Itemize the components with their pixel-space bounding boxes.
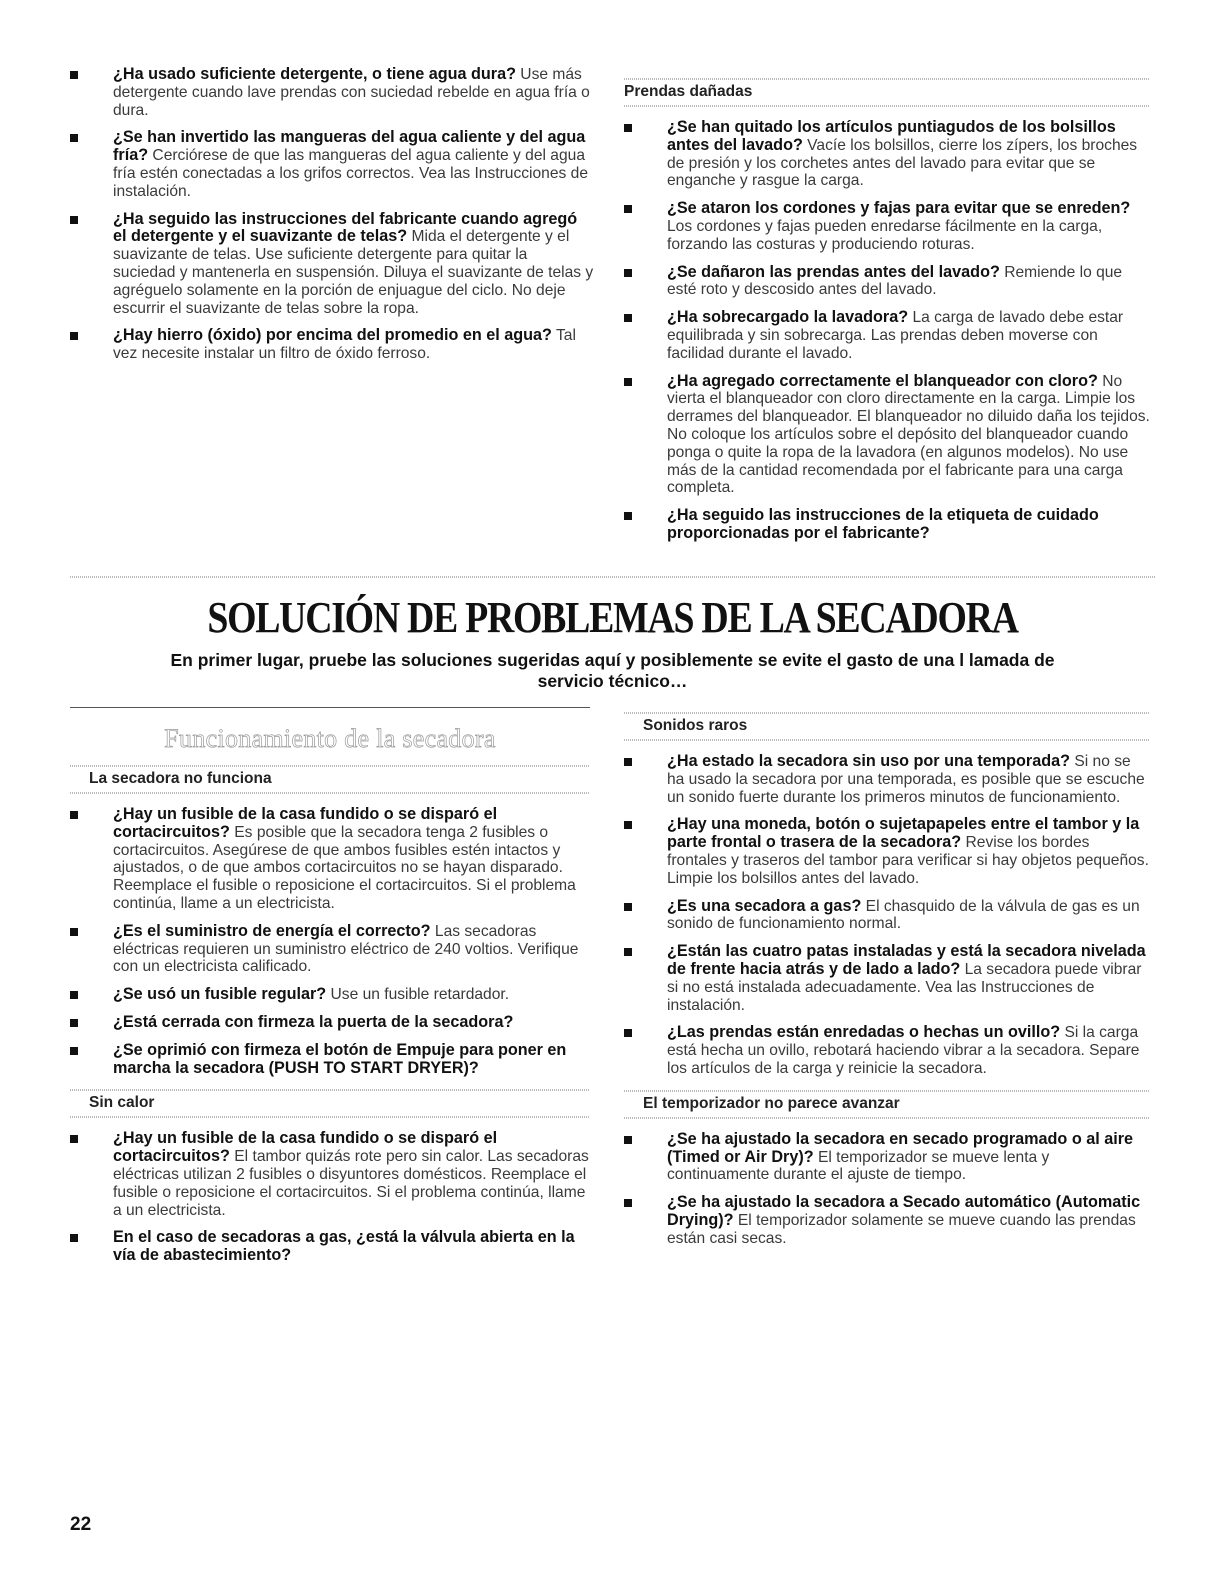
answer-text: El temporizador solamente se mueve cuando las prendas están casi secas. xyxy=(667,1211,1136,1247)
answer-text: Las secadoras eléctricas requieren un suministro eléctrico de 240 voltios. Verifique con un electricista calificado. xyxy=(113,922,579,976)
question-text: ¿Se ataron los cordones y fajas para evitar que se enreden? xyxy=(667,199,1131,218)
sonidos-list xyxy=(624,753,1150,1078)
temporizador-list xyxy=(624,1131,1150,1248)
question-text: ¿Ha estado la secadora sin uso por una temporada? xyxy=(667,752,1070,770)
section-heading: Funcionamiento de la secadora xyxy=(164,724,496,753)
list-item xyxy=(624,200,1150,253)
list-item xyxy=(624,373,1150,498)
answer-text: La carga de lavado debe estar equilibrada y sin sobrecarga. Las prendas deben moverse con facilidad durante el lavado. xyxy=(667,309,1124,362)
question-text: ¿Las prendas están enredadas o hechas un ovillo? xyxy=(667,1023,1061,1042)
question-text: ¿Hay un fusible de la casa fundido o se disparó el cortacircuitos? xyxy=(113,805,498,841)
answer-text: Revise los bordes frontales y traseros del tambor para verificar si hay objetos pequeños. Limpie los bolsillos antes del lavado. xyxy=(667,834,1149,887)
page-number: 22 xyxy=(70,1514,92,1535)
question-text: ¿Ha seguido las instrucciones de la etiqueta de cuidado proporcionadas por el fabricante? xyxy=(667,506,1099,542)
question-text: ¿Hay hierro (óxido) por encima del promedio en el agua? xyxy=(113,326,552,345)
question-text: ¿Están las cuatro patas instaladas y está la secadora nivelada de frente hacia atrás y de lado a lado? xyxy=(667,942,1146,978)
answer-text: Si no se ha usado la secadora por una temporada, es posible que se escuche un sonido fuerte durante los primeros minutos de funcionamiento. xyxy=(667,753,1145,806)
list-item xyxy=(624,1131,1150,1184)
page-title: SOLUCIÓN DE PROBLEMAS DE LA SECADORA xyxy=(207,593,1018,642)
top-left-list xyxy=(70,66,594,363)
list-item xyxy=(624,264,1150,300)
list-item xyxy=(70,1229,590,1265)
question-text: ¿Se han quitado los artículos puntiagudos de los bolsillos antes del lavado? xyxy=(667,118,1116,154)
question-text: ¿Se ha ajustado la secadora a Secado automático (Automatic Drying)? xyxy=(667,1193,1141,1229)
question-text: ¿Se oprimió con firmeza el botón de Empuje para poner en marcha la secadora (PUSH TO START DRYER)? xyxy=(113,1040,567,1077)
answer-text: Cerciórese de que las mangueras del agua caliente y del agua fría estén conectadas a los grifos correctos. Vea las Instrucciones de instalación. xyxy=(113,147,588,200)
sounds-section xyxy=(624,712,1150,1258)
question-text: ¿Se usó un fusible regular? xyxy=(113,985,327,1004)
list-item xyxy=(70,327,594,363)
question-text: ¿Se dañaron las prendas antes del lavado? xyxy=(667,262,1000,281)
top-left-column xyxy=(70,66,594,373)
question-text: ¿Ha agregado correctamente el blanqueador con cloro? xyxy=(667,371,1098,390)
list-item xyxy=(70,129,594,200)
answer-text: Mida el detergente y el suavizante de telas. Use suficiente detergente para quitar la suciedad y mantenerla en suspensión. Diluya el suavizante de telas y agréguelo solamente en la porción de enjuague del ciclo. No deje escurrir el suavizante de telas sobre la ropa. xyxy=(113,228,594,317)
sonidos-heading: Sonidos raros xyxy=(624,712,1150,741)
answer-text: Tal vez necesite instalar un filtro de óxido ferroso. xyxy=(113,327,576,363)
question-text: En el caso de secadoras a gas, ¿está la válvula abierta en la vía de abastecimiento? xyxy=(113,1228,575,1265)
answer-text: El chasquido de la válvula de gas es un sonido de funcionamiento normal. xyxy=(667,897,1140,933)
question-text: ¿Está cerrada con firmeza la puerta de la secadora? xyxy=(113,1012,514,1031)
answer-text: Es posible que la secadora tenga 2 fusibles o cortacircuitos. Asegúrese de que ambos fusibles estén intactos y ajustados, o de que ambos cortacircuitos no se hayan disparado. Reemplace el fusible o reposicione el cortacircuitos. Si el problema continúa, llame a un electricista. xyxy=(113,823,576,912)
dryer-not-working-section xyxy=(70,765,590,1275)
question-text: ¿Hay una moneda, botón o sujetapapeles entre el tambor y la parte frontal o trasera de la secadora? xyxy=(667,815,1140,852)
answer-text: El temporizador se mueve lenta y continuamente durante el ajuste de tiempo. xyxy=(667,1148,1050,1184)
damaged-list xyxy=(624,119,1150,543)
question-text: ¿Ha seguido las instrucciones del fabricante cuando agregó el detergente y el suavizante de telas? xyxy=(113,209,578,246)
question-text: ¿Es el suministro de energía el correcto? xyxy=(113,921,431,940)
list-item xyxy=(624,898,1150,934)
list-item xyxy=(70,806,590,913)
list-item xyxy=(624,507,1150,543)
question-text: ¿Se ha ajustado la secadora en secado programado o al aire (Timed or Air Dry)? xyxy=(667,1129,1134,1166)
question-text: ¿Se han invertido las mangueras del agua caliente y del agua fría? xyxy=(113,128,586,165)
sin-calor-heading: Sin calor xyxy=(70,1089,590,1118)
damaged-section xyxy=(624,78,1150,553)
answer-text: El tambor quizás rote pero sin calor. Las secadoras eléctricas utilizan 2 fusibles o disyuntores domésticos. Reemplace el fusible o reposicione el cortacircuitos. Si el problema continúa, llame a un electricista. xyxy=(113,1148,589,1219)
list-item xyxy=(70,1130,590,1219)
answer-text: Vacíe los bolsillos, cierre los zípers, los broches de presión y los corchetes antes del lavado para evitar que se enganche y rasgue la carga. xyxy=(667,136,1138,190)
answer-text: Remiende lo que esté roto y descosido antes del lavado. xyxy=(667,263,1123,299)
list-item xyxy=(70,211,594,318)
question-text: ¿Ha usado suficiente detergente, o tiene agua dura? xyxy=(113,65,516,83)
question-text: ¿Es una secadora a gas? xyxy=(667,896,862,915)
no-funciona-heading: La secadora no funciona xyxy=(70,765,590,794)
answer-text: La secadora puede vibrar si no está instalada adecuadamente. Vea las Instrucciones de instalación. xyxy=(667,960,1142,1014)
answer-text: Si la carga está hecha un ovillo, rebotará haciendo vibrar a la secadora. Separe los artículos de la carga y reinicie la secadora. xyxy=(667,1024,1140,1077)
sin-calor-list xyxy=(70,1130,590,1265)
answer-text: No vierta el blanqueador con cloro directamente en la carga. Limpie los derrames del blanqueador. El blanqueador no diluido daña los tejidos. No coloque los artículos sobre el depósito del blanqueador cuando ponga o quite la ropa de la lavadora (en algunos modelos). No use más de la cantidad recomendada por el fabricante para una carga completa. xyxy=(667,372,1150,497)
list-item xyxy=(70,1014,590,1032)
list-item xyxy=(624,753,1150,806)
answer-text: Los cordones y fajas pueden enredarse fácilmente en la carga, forzando las costuras y produciendo roturas. xyxy=(667,217,1103,253)
damaged-heading: Prendas dañadas xyxy=(624,78,1150,107)
no-funciona-list xyxy=(70,806,590,1077)
temporizador-heading: El temporizador no parece avanzar xyxy=(624,1090,1150,1119)
list-item xyxy=(624,816,1150,887)
list-item xyxy=(70,986,590,1004)
list-item xyxy=(70,1042,590,1078)
question-text: ¿Hay un fusible de la casa fundido o se disparó el cortacircuitos? xyxy=(113,1129,498,1166)
question-text: ¿Ha sobrecargado la lavadora? xyxy=(667,308,909,327)
intro-text: En primer lugar, pruebe las soluciones sugeridas aquí y posiblemente se evite el gasto de una l lamada de servicio técnico… xyxy=(170,650,1055,691)
list-item xyxy=(624,1194,1150,1247)
section-rule xyxy=(70,707,590,708)
list-item xyxy=(624,943,1150,1014)
list-item xyxy=(624,309,1150,362)
list-item xyxy=(624,119,1150,190)
list-item xyxy=(624,1024,1150,1077)
answer-text: Use un fusible retardador. xyxy=(326,986,510,1004)
list-item xyxy=(70,923,590,976)
divider xyxy=(70,576,1155,578)
answer-text: Use más detergente cuando lave prendas con suciedad rebelde en agua fría o dura. xyxy=(113,66,590,119)
list-item xyxy=(70,66,594,119)
